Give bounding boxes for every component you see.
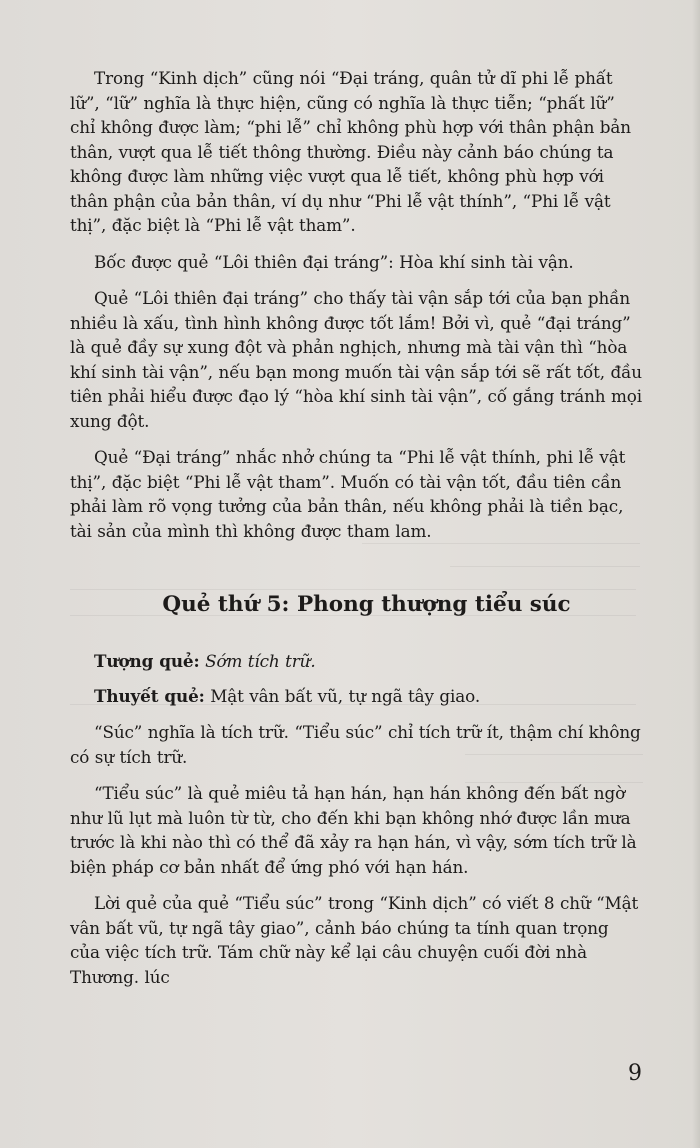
page-content xyxy=(70,66,643,989)
paragraph-spacing xyxy=(70,769,643,781)
detail-label: Thuyết quẻ: xyxy=(94,685,205,706)
section-title: Quẻ thứ 5: Phong thượng tiểu súc xyxy=(162,592,571,617)
paragraph-spacing xyxy=(70,274,643,286)
paragraph-loi-thien-dai-trang: Quẻ “Lôi thiên đại tráng” cho thấy tài vận sắp tới của bạn phần nhiều là xấu, tình hình không được tốt lắm! Bởi vì, quẻ “đại tráng” là quẻ đầy sự xung đột và phản nghịch, nhưng mà tài vận thì “hòa khí sinh tài vận”, nếu bạn mong muốn tài vận sắp tới sẽ rất tốt, đầu tiên phải hiểu được đạo lý “hòa khí sinh tài vận”, cố gắng tránh mọi xung đột. xyxy=(70,288,643,431)
paragraph-dai-trang-reminder: Quẻ “Đại tráng” nhắc nhở chúng ta “Phi lễ vật thính, phi lễ vật thị”, đặc biệt “Phi lễ vật tham”. Muốn có tài vận tốt, đầu tiên cần phải làm rõ vọng tưởng của bản thân, nếu không phải là tiền bạc, tài sản của mình thì không được tham lam. xyxy=(70,447,626,541)
section-heading-wrap xyxy=(70,590,643,620)
paragraph-loi-que: Lời quẻ của quẻ “Tiểu súc” trong “Kinh dịch” có viết 8 chữ “Mật vân bất vũ, tự ngã tây giao”, cảnh báo chúng ta tính quan trọng của việc tích trữ. Tám chữ này kể lại câu chuyện cuối đời nhà Thương. lúc xyxy=(70,893,639,987)
paragraph-spacing xyxy=(70,433,643,445)
detail-tuong-que xyxy=(70,649,643,674)
detail-label: Tượng quẻ: xyxy=(94,651,200,671)
paragraph-spacing xyxy=(70,708,643,720)
paragraph-spacing xyxy=(70,238,643,250)
paragraph-spacing xyxy=(70,879,643,891)
detail-thuyet-que xyxy=(70,684,643,709)
detail-value: Mật vân bất vũ, tự ngã tây giao. xyxy=(210,685,481,706)
paragraph-kinh-dich: Trong “Kinh dịch” cũng nói “Đại tráng, quân tử dĩ phi lễ phất lữ”, “lữ” nghĩa là thực hiện, cũng có nghĩa là thực tiễn; “phất lữ” chỉ không được làm; “phi lễ” chỉ không phù hợp với thân phận bản thân, vượt qua lễ tiết thông thường. Điều này cảnh báo chúng ta không được làm những việc vượt qua lễ tiết, không phù hợp với thân phận của bản thân, ví dụ như “Phi lễ vật thính”, “Phi lễ vật thị”, đặc biệt là “Phi lễ vật tham”. xyxy=(70,68,631,235)
paragraph-han-han: “Tiểu súc” là quẻ miêu tả hạn hán, hạn hán không đến bất ngờ như lũ lụt mà luôn từ từ, cho đến khi bạn không nhớ được lần mưa trước là khi nào thì có thể đã xảy ra hạn hán, vì vậy, sớm tích trữ là biện pháp cơ bản nhất để ứng phó với hạn hán. xyxy=(70,783,637,877)
paragraph-boc-que: Bốc được quẻ “Lôi thiên đại tráng”: Hòa khí sinh tài vận. xyxy=(94,251,574,272)
page-number: 9 xyxy=(628,1061,642,1086)
paragraph-spacing xyxy=(70,674,643,684)
paragraph-suc-definition: “Súc” nghĩa là tích trữ. “Tiểu súc” chỉ tích trữ ít, thậm chí không có sự tích trữ. xyxy=(70,722,641,767)
detail-value: Sớm tích trữ. xyxy=(205,651,316,671)
